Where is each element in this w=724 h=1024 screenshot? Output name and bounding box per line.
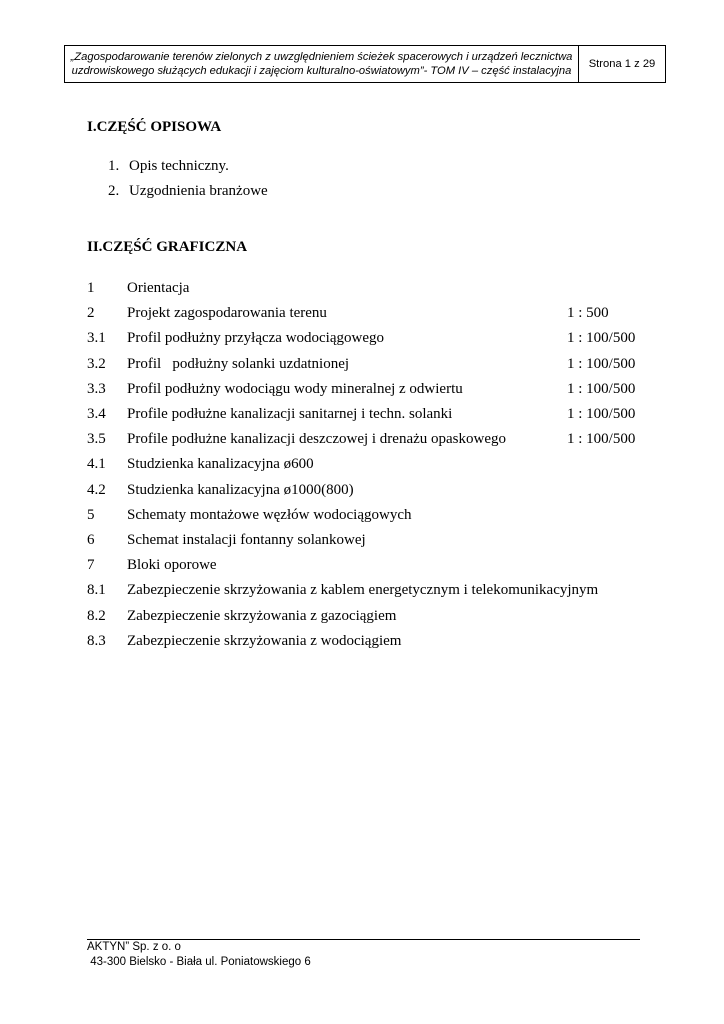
drawing-row <box>87 456 647 476</box>
drawing-title: Projekt zagospodarowania terenu <box>127 305 327 322</box>
drawing-row <box>87 608 647 628</box>
drawing-row <box>87 431 647 451</box>
drawing-title: Schematy montażowe węzłów wodociągowych <box>127 506 412 523</box>
drawing-title: Profil podłużny wodociągu wody mineralnej z odwiertu <box>127 380 463 397</box>
footer-company: AKTYN” Sp. z o. o <box>87 941 181 953</box>
list-item-label: Opis techniczny. <box>129 158 229 174</box>
page-header <box>64 45 666 83</box>
drawing-number: 2 <box>87 305 95 322</box>
section-heading-descriptive: I.CZĘŚĆ OPISOWA <box>87 119 222 135</box>
drawing-row <box>87 507 647 527</box>
drawing-number: 7 <box>87 557 95 574</box>
drawing-title: Studzienka kanalizacyjna ø1000(800) <box>127 481 354 498</box>
drawing-row <box>87 406 647 426</box>
drawing-scale: 1 : 100/500 <box>567 330 636 347</box>
drawing-number: 8.3 <box>87 632 106 649</box>
drawing-number: 4.1 <box>87 456 106 473</box>
drawing-scale: 1 : 100/500 <box>567 380 636 397</box>
list-item <box>108 158 229 175</box>
drawing-row <box>87 280 647 300</box>
drawing-number: 5 <box>87 506 95 523</box>
drawing-title: Zabezpieczenie skrzyżowania z kablem energetycznym i telekomunikacyjnym <box>127 582 599 599</box>
drawing-title: Profile podłużne kanalizacji deszczowej i drenażu opaskowego <box>127 431 507 448</box>
drawing-row <box>87 482 647 502</box>
drawing-title: Orientacja <box>127 280 190 296</box>
drawing-title: Bloki oporowe <box>127 557 217 574</box>
drawing-row <box>87 582 647 602</box>
drawing-scale: 1 : 500 <box>567 305 609 322</box>
drawing-number: 3.5 <box>87 431 106 448</box>
drawing-row <box>87 381 647 401</box>
drawing-row <box>87 633 647 653</box>
drawing-number: 3.2 <box>87 355 106 372</box>
footer-divider <box>87 939 640 940</box>
drawing-title: Zabezpieczenie skrzyżowania z wodociągiem <box>127 632 402 649</box>
drawing-number: 8.1 <box>87 582 106 599</box>
drawing-number: 3.1 <box>87 330 106 347</box>
drawing-title: Zabezpieczenie skrzyżowania z gazociągiem <box>127 607 397 624</box>
drawing-row <box>87 330 647 350</box>
drawing-number: 3.4 <box>87 406 106 422</box>
drawing-title: Profile podłużne kanalizacji sanitarnej i techn. solanki <box>127 406 453 422</box>
drawing-row <box>87 356 647 376</box>
page-number: Strona 1 z 29 <box>588 58 656 70</box>
drawing-row <box>87 532 647 552</box>
list-item-number: 1. <box>108 158 120 174</box>
document-title <box>65 46 579 82</box>
drawing-number: 4.2 <box>87 481 106 498</box>
drawing-title: Studzienka kanalizacyjna ø600 <box>127 456 314 473</box>
drawing-number: 6 <box>87 532 95 548</box>
list-item-number: 2. <box>108 183 120 199</box>
drawing-number: 1 <box>87 280 95 296</box>
section-heading-graphic: II.CZĘŚĆ GRAFICZNA <box>87 239 248 255</box>
drawing-title: Profil podłużny solanki uzdatnionej <box>127 355 350 372</box>
drawing-number: 8.2 <box>87 607 106 624</box>
drawing-row <box>87 305 647 325</box>
list-item-label: Uzgodnienia branżowe <box>129 183 268 199</box>
document-title-line-2: uzdrowiskowego służących edukacji i zajęciom kulturalno-oświatowym”- TOM IV – część instalacyjna <box>71 65 572 77</box>
list-item <box>108 183 268 200</box>
document-title-line-1: „Zagospodarowanie terenów zielonych z uwzględnieniem ścieżek spacerowych i urządzeń lecznictwa <box>70 51 573 63</box>
drawing-title: Schemat instalacji fontanny solankowej <box>127 532 366 548</box>
drawing-scale: 1 : 100/500 <box>567 406 636 422</box>
drawing-title: Profil podłużny przyłącza wodociągowego <box>127 330 384 347</box>
drawing-scale: 1 : 100/500 <box>567 431 636 448</box>
drawing-scale: 1 : 100/500 <box>567 355 636 372</box>
drawing-number: 3.3 <box>87 380 106 397</box>
drawing-row <box>87 557 647 577</box>
footer-address: 43-300 Bielsko - Biała ul. Poniatowskiego 6 <box>87 956 311 968</box>
